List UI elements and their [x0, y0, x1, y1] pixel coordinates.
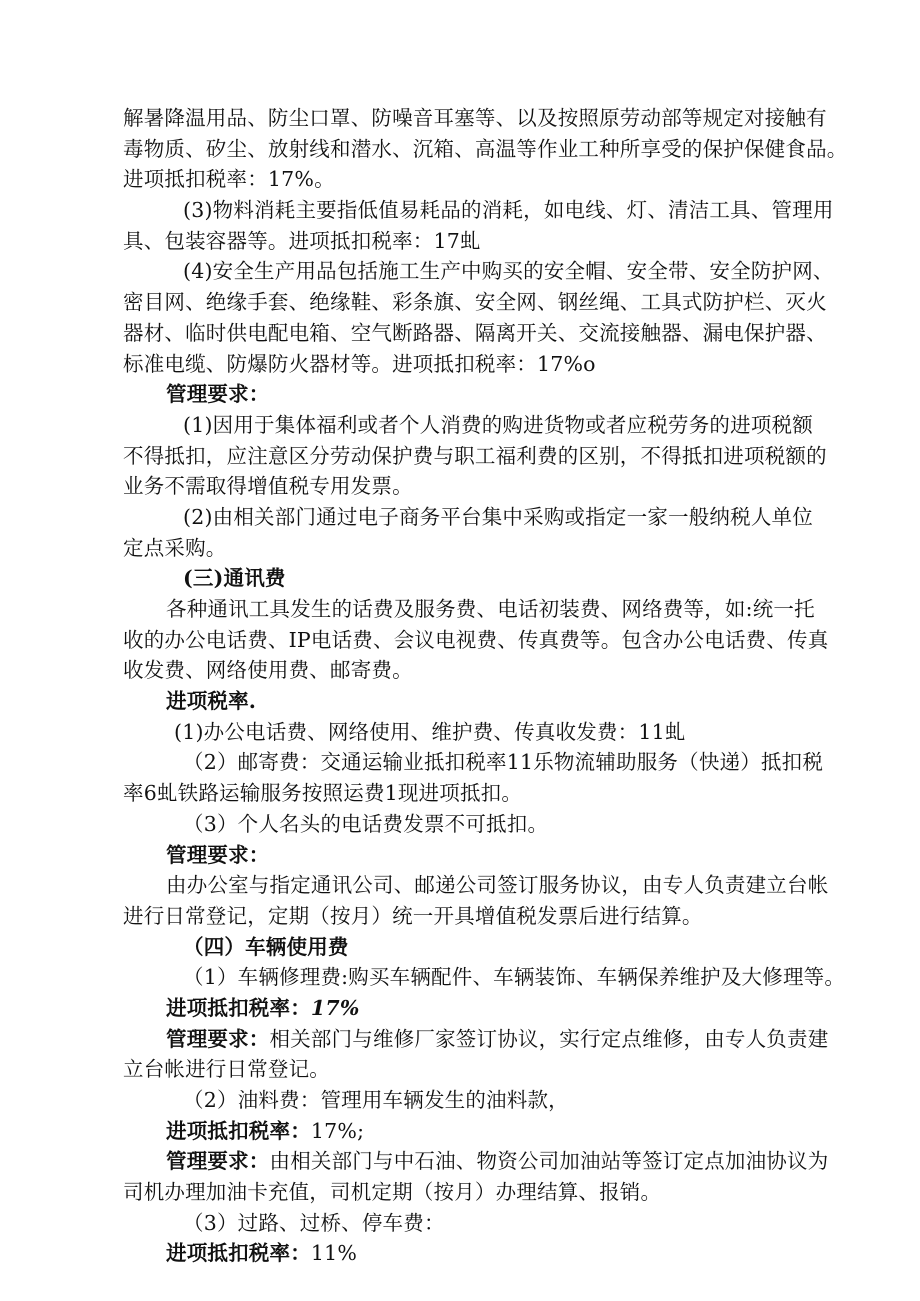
body-line: （3）过路、过桥、停车费： — [183, 1210, 445, 1235]
body-line — [123, 1116, 813, 1147]
body-line: （1）车辆修理费:购买车辆配件、车辆装饰、车辆保养维护及大修理等。 — [183, 965, 846, 990]
body-line: 不得抵扣，应注意区分劳动保护费与职工福利费的区别，不得抵扣进项税额的 — [123, 443, 827, 468]
body-line: (1)办公电话费、网络使用、维护费、传真收发费：11虬 — [174, 719, 686, 744]
body-text: 相关部门与维修厂家签订协议，实行定点维修，由专人负责建 — [269, 1026, 829, 1051]
section-heading: 管理要求： — [166, 842, 270, 867]
body-line: (1)因用于集体福利或者个人消费的购进货物或者应税劳务的进项税额 — [183, 412, 813, 437]
body-line: 进项抵扣税率：17%。 — [123, 167, 335, 192]
body-text: 由相关部门与中石油、物资公司加油站等签订定点加油协议为 — [269, 1149, 829, 1174]
body-line: 司机办理加油卡充值，司机定期（按月）办理结算、报销。 — [123, 1180, 662, 1205]
body-line: (2)由相关部门通过电子商务平台集中采购或指定一家一般纳税人单位 — [183, 504, 813, 529]
body-line: 解暑降温用品、防尘口罩、防噪音耳塞等、以及按照原劳动部等规定对接触有 — [123, 106, 827, 130]
body-line: 具、包装容器等。进项抵扣税率：17虬 — [123, 228, 481, 253]
section-heading: 管理要求： — [166, 382, 270, 407]
body-line: 标准电缆、防爆防火器材等。进项抵扣税率：17%o — [123, 351, 596, 376]
mgmt-label: 管理要求： — [166, 1149, 270, 1174]
body-line: （3）个人名头的电话费发票不可抵扣。 — [183, 811, 549, 836]
body-line: 密目网、绝缘手套、绝缘鞋、彩条旗、安全网、钢丝绳、工具式防护栏、灭火 — [123, 290, 827, 315]
section-heading: （四）车辆使用费 — [183, 934, 349, 959]
rate-label: 进项抵扣税率： — [166, 1118, 311, 1143]
body-line: (3)物料消耗主要指低值易耗品的消耗，如电线、灯、清洁工具、管理用 — [183, 198, 834, 223]
body-line: （2）邮寄费：交通运输业抵扣税率11乐物流辅助服务（快递）抵扣税 — [183, 750, 824, 775]
body-line: （2）油料费：管理用车辆发生的油料款， — [183, 1088, 569, 1112]
rate-value: 17% — [310, 995, 360, 1020]
body-line: (4)安全生产用品包括施工生产中购买的安全帽、安全带、安全防护网、 — [183, 259, 834, 284]
body-line — [123, 1024, 829, 1055]
body-line: 收的办公电话费、IP电话费、会议电视费、传真费等。包含办公电话费、传真 — [123, 627, 829, 652]
section-heading: (三)通讯费 — [183, 566, 286, 591]
body-line — [123, 1238, 813, 1269]
body-line: 进行日常登记，定期（按月）统一开具增值税发票后进行结算。 — [123, 903, 703, 928]
body-line: 器材、临时供电配电箱、空气断路器、隔离开关、交流接触器、漏电保护器、 — [123, 320, 827, 345]
body-line: 各种通讯工具发生的话费及服务费、电话初装费、网络费等，如:统一托 — [166, 597, 815, 621]
body-line: 定点采购。 — [123, 535, 227, 560]
body-line — [123, 993, 813, 1024]
mgmt-label: 管理要求： — [166, 1026, 270, 1051]
rate-value: 11% — [310, 1241, 358, 1266]
body-line: 立台帐进行日常登记。 — [123, 1057, 330, 1082]
rate-label: 进项抵扣税率： — [166, 1241, 311, 1266]
body-line: 毒物质、矽尘、放射线和潜水、沉箱、高温等作业工种所享受的保护保健食品。 — [123, 136, 848, 161]
rate-value: 17%; — [310, 1118, 365, 1143]
body-line: 由办公室与指定通讯公司、邮递公司签订服务协议，由专人负责建立台帐 — [166, 873, 829, 898]
body-line: 率6虬铁路运输服务按照运费1现进项抵扣。 — [123, 781, 523, 806]
body-line: 业务不需取得增值税专用发票。 — [123, 474, 413, 499]
section-heading: 进项税率. — [166, 689, 257, 714]
body-line: 收发费、网络使用费、邮寄费。 — [123, 658, 413, 683]
rate-label: 进项抵扣税率： — [166, 995, 311, 1020]
document-body — [123, 103, 848, 1269]
body-line — [123, 1146, 829, 1177]
